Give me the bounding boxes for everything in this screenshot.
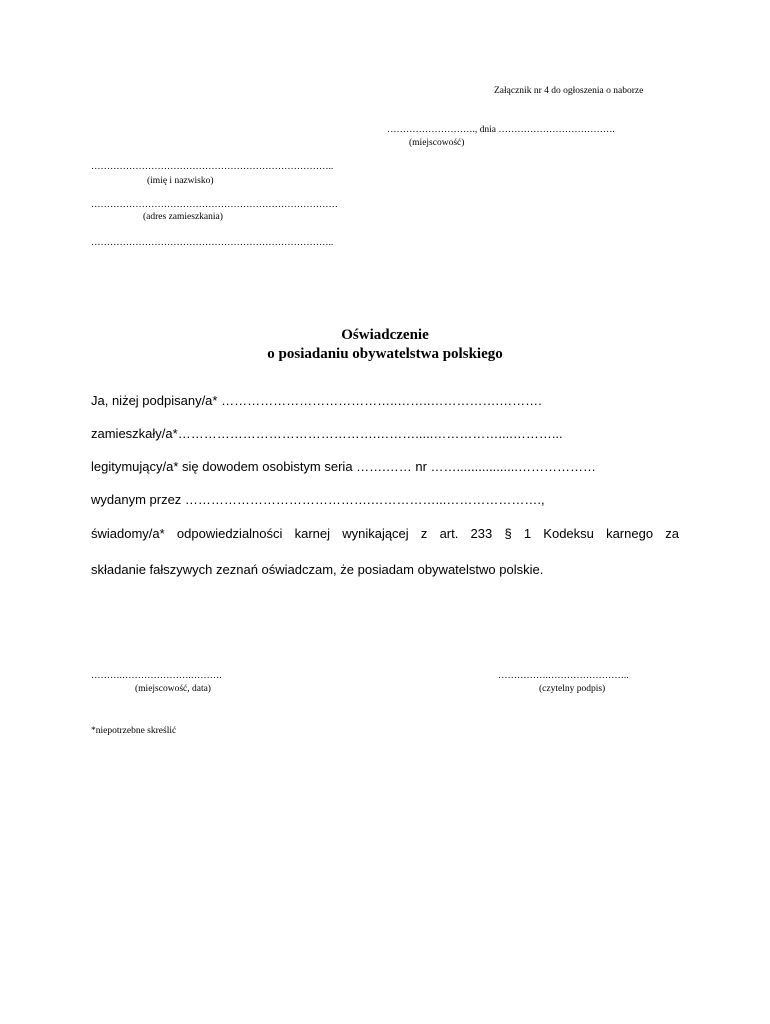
annex-label: Załącznik nr 4 do ogłoszenia o naborze xyxy=(494,86,644,96)
address-caption: (adres zamieszkania) xyxy=(143,212,223,222)
address-field-2[interactable]: ………………………………………………………………….. xyxy=(91,238,334,248)
name-field[interactable]: ………………………………………………………………….. xyxy=(91,162,334,172)
footnote: *niepotrzebne skreślić xyxy=(91,726,177,736)
statement-line-6: składanie fałszywych zeznań oświadczam, że posiadam obywatelstwo polskie. xyxy=(91,562,544,577)
name-caption: (imię i nazwisko) xyxy=(147,176,214,186)
statement-line-4[interactable]: wydanym przez …………………………………….……………...…………………., xyxy=(91,492,545,507)
place-date-signature-field[interactable]: ……….………………….………. xyxy=(91,671,222,681)
statement-line-2[interactable]: zamieszkały/a*……………………………………….……….....……………....………... xyxy=(91,426,563,441)
statement-line-3[interactable]: legitymujący/a* się dowodem osobistym seria …….…… nr …….................……………… xyxy=(91,459,596,474)
place-date-caption: (miejscowość, data) xyxy=(135,684,211,694)
signature-field[interactable]: …………….…………………….. xyxy=(498,671,629,681)
document-subtitle: o posiadaniu obywatelstwa polskiego xyxy=(267,346,503,362)
signature-caption: (czytelny podpis) xyxy=(539,684,606,694)
address-field[interactable]: …………………………………………………………………… xyxy=(91,200,338,210)
place-caption: (miejscowość) xyxy=(409,138,465,148)
place-date-field[interactable]: ………………………., dnia ………………………………. xyxy=(387,125,615,135)
document-title: Oświadczenie xyxy=(341,327,429,343)
statement-line-1[interactable]: Ja, niżej podpisany/a* …………………………………..……..…………….………. xyxy=(91,393,542,408)
statement-line-5: świadomy/a* odpowiedzialności karnej wynikającej z art. 233 § 1 Kodeksu karnego za xyxy=(91,526,679,541)
